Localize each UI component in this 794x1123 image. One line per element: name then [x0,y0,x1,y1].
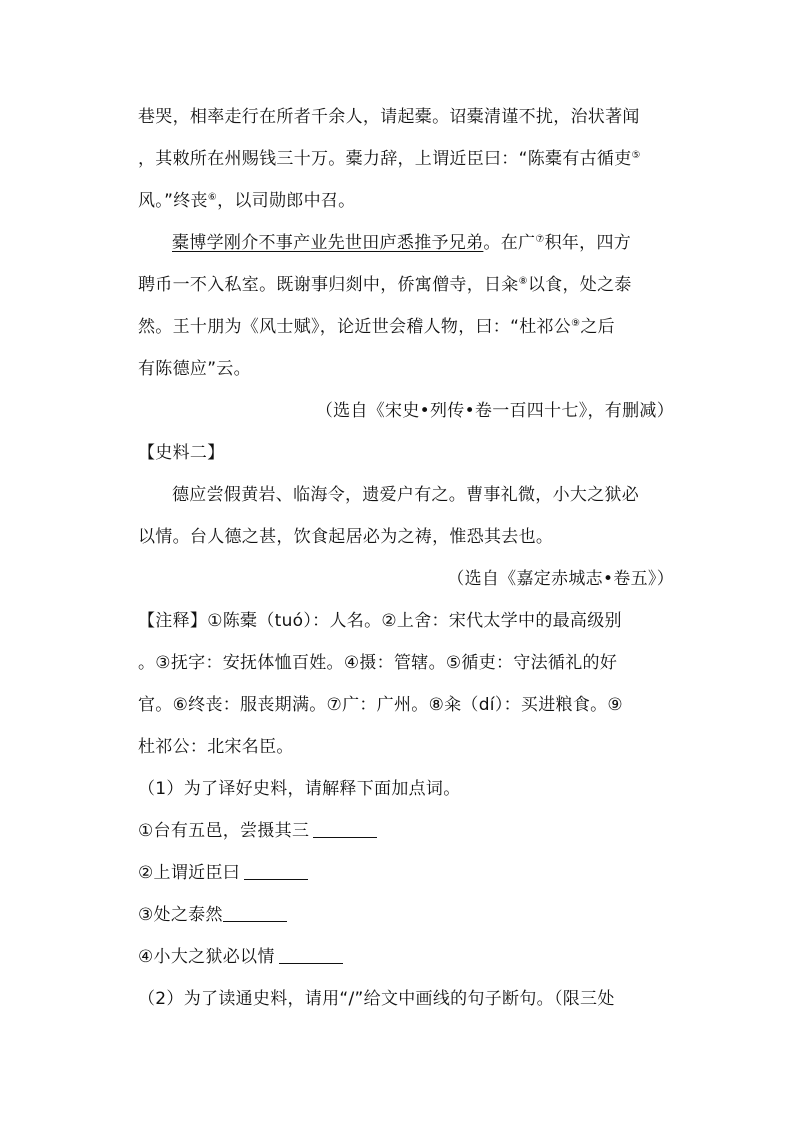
notes-line-1: 【注释】①陈橐（tuó）：人名。②上舍：宋代太学中的最高级别 [138,611,622,631]
passage-line-3-text-b: ，以司勋郎中召。 [217,191,356,211]
passage-line-5-text-b: 以食，处之泰 [527,275,632,295]
footnote-marker-6: ⑥ [207,192,218,203]
footnote-marker-8: ⑧ [518,276,528,287]
question-1-item-d-text: ④小大之狱必以情 [138,947,275,967]
passage-line-6-text-b: 之后 [580,317,615,337]
passage-line-6 [138,316,674,338]
footnote-marker-7: ⑦ [535,234,545,245]
question-1-item-a-text: ①台有五邑，尝摄其三 [138,821,310,841]
footnote-marker-5: ⑤ [631,150,641,161]
question-1: （1）为了译好史料，请解释下面加点词。 [138,779,461,799]
passage-line-5-text: 聘币一不入私室。既谢事归剡中，侨寓僧寺，日籴 [138,275,519,295]
question-1-item-c-text: ③处之泰然 [138,905,223,925]
passage-line-7: 有陈德应”云。 [138,359,251,379]
section-heading-2: 【史料二】 [138,443,225,463]
passage-line-3 [138,190,674,212]
answer-blank-2[interactable] [244,863,308,880]
question-1-item-b-text: ②上谓近臣曰 [138,863,241,883]
passage-line-1: 巷哭，相率走行在所者千余人，请起橐。诏橐清谨不扰，治状著闻 [138,107,640,127]
passage-line-4 [172,232,674,254]
passage-line-6-text: 然。王十朋为《风士赋》，论近世会稽人物，曰：“杜祁公 [138,317,572,337]
question-2: （2）为了读通史料，请用“/”给文中画线的句子断句。（限三处 [138,989,615,1009]
answer-blank-1[interactable] [313,821,377,838]
notes-line-4: 杜祁公：北宋名臣。 [138,737,294,757]
question-1-item-c [138,904,674,926]
section2-line-2: 以情。台人德之甚，饮食起居必为之祷，惟恐其去也。 [138,527,554,547]
answer-blank-4[interactable] [279,947,343,964]
section2-line-1: 德应尝假黄岩、临海令，遗爱户有之。曹事礼微，小大之狱必 [172,485,640,505]
passage-line-5 [138,274,674,296]
notes-line-3: 官。⑥终丧：服丧期满。⑦广：广州。⑧籴（dí）：买进粮食。⑨ [138,695,623,715]
footnote-marker-9: ⑨ [571,318,581,329]
source-citation-2: （选自《嘉定赤城志•卷五》） [447,569,674,589]
passage-line-2-text: ，其敕所在州赐钱三十万。橐力辞，上谓近臣曰：“陈橐有古循吏 [138,149,632,169]
passage-line-4-text-b: 积年，四方 [544,233,632,253]
passage-line-4-text-a: 。在广 [483,233,536,253]
source-citation-1: （选自《宋史•列传•卷一百四十七》，有删减） [315,401,674,421]
question-1-item-d [138,946,674,968]
passage-line-3-text-a: 风。”终丧 [138,191,208,211]
notes-line-2: 。③抚字：安抚体恤百姓。④摄：管辖。⑤循吏：守法循礼的好 [138,653,618,673]
underlined-sentence: 橐博学刚介不事产业先世田庐悉推予兄弟 [172,233,484,253]
passage-line-2 [138,148,674,170]
question-1-item-b [138,862,674,884]
question-1-item-a [138,820,674,842]
answer-blank-3[interactable] [223,905,287,922]
